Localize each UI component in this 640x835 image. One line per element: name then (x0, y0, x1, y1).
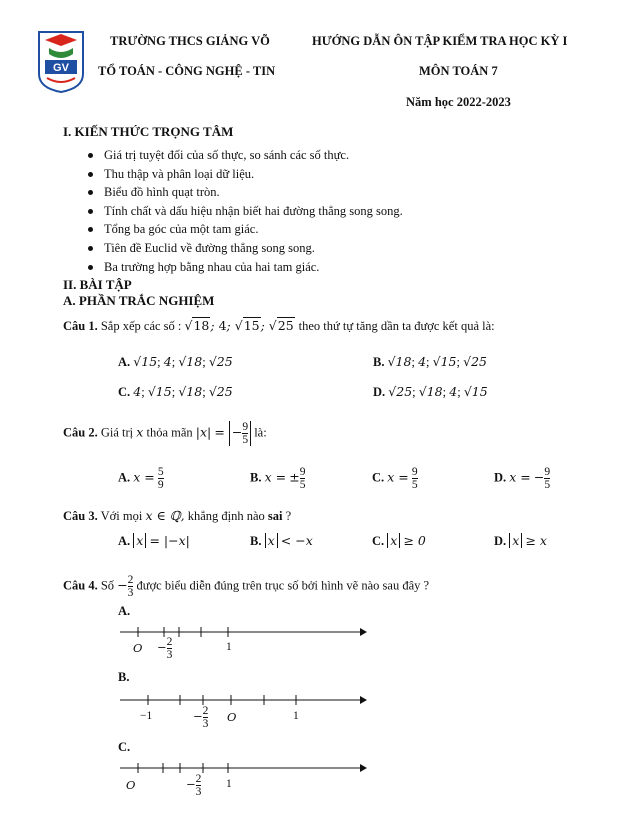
q3-option-b[interactable]: B. x < −x (250, 533, 313, 548)
number-line-a (118, 622, 368, 642)
list-item: Thu thập và phân loại dữ liệu. (88, 165, 403, 184)
question-label: Câu 1. (63, 319, 98, 333)
origin-label: O (126, 778, 136, 792)
list-item: Tính chất và dấu hiệu nhận biết hai đường thẳng song song. (88, 202, 403, 221)
list-item: Ba trường hợp bằng nhau của hai tam giác. (88, 258, 403, 277)
subject-title: MÔN TOÁN 7 (419, 64, 498, 78)
question-text-end: theo thứ tự tăng dần ta được kết quả là: (298, 319, 495, 333)
q1-option-b[interactable]: B. √18; 4; √15; √25 (373, 354, 487, 369)
one-label: 1 (226, 778, 232, 790)
one-label: 1 (226, 641, 232, 653)
q4-figure-c-label[interactable]: C. (118, 740, 131, 754)
question-label: Câu 2. (63, 425, 98, 440)
q4-figure-a-label[interactable]: A. (118, 604, 131, 618)
q1-option-c[interactable]: C. 4; √15; √18; √25 (118, 384, 233, 399)
minus-one-label: −1 (140, 710, 153, 722)
department-name: TỔ TOÁN - CÔNG NGHỆ - TIN (98, 64, 276, 78)
question-1 (63, 318, 495, 334)
number-line-b (118, 690, 368, 710)
origin-label: O (133, 641, 143, 655)
question-text: Sắp xếp các số : (100, 319, 182, 333)
q1-option-d[interactable]: D. √25; √18; 4; √15 (373, 384, 488, 399)
school-name: TRƯỜNG THCS GIẢNG VÕ (110, 34, 270, 48)
question-label: Câu 3. (63, 509, 98, 523)
section-2a-title: A. PHẦN TRẮC NGHIỆM (63, 293, 215, 308)
section-2-title: II. BÀI TẬP (63, 277, 132, 292)
question-2: Câu 2. Giá trị x thỏa mãn |x| = − $\frac{9}{5}$ là: (63, 421, 267, 446)
question-4: Câu 4. Số − $\frac{2}{3}$ được biểu diễn đúng trên trục số bởi hình vẽ nào sau đây ? (63, 574, 430, 599)
q2-option-c[interactable]: C. x = $\frac{9}{5}$ (372, 466, 418, 491)
one-label: 1 (293, 710, 299, 722)
origin-label: O (227, 710, 237, 724)
question-3: Câu 3. Với mọi x ∈ ℚ, khẳng định nào sai ? (63, 508, 292, 523)
document-title: HƯỚNG DẪN ÔN TẬP KIỂM TRA HỌC KỲ I (312, 34, 568, 48)
list-item: Biểu đồ hình quạt tròn. (88, 183, 403, 202)
school-logo-icon (37, 30, 85, 94)
q1-option-a[interactable]: A. √15; 4; √18; √25 (118, 354, 233, 369)
number-line-c (118, 758, 368, 778)
sqrt-expression: √18; 4; √15; √25 (184, 318, 294, 333)
q2-option-b[interactable]: B. x = ± $\frac{9}{5}$ (250, 466, 306, 491)
school-logo (37, 30, 85, 94)
list-item: Giá trị tuyệt đối của số thực, so sánh các số thực. (88, 146, 403, 165)
school-year: Năm học 2022-2023 (406, 95, 511, 109)
q3-option-c[interactable]: C. x ≥ 0 (372, 533, 426, 548)
q3-option-a[interactable]: A. x = |−x| (118, 533, 190, 548)
q2-option-a[interactable]: A. x = $\frac{5}{9}$ (118, 466, 164, 491)
question-label: Câu 4. (63, 578, 98, 593)
fraction-label: − $\frac{2}{3}$ (157, 636, 173, 661)
list-item: Tiên đề Euclid về đường thẳng song song. (88, 239, 403, 258)
list-item: Tổng ba góc của một tam giác. (88, 220, 403, 239)
q4-figure-b-label[interactable]: B. (118, 670, 130, 684)
fraction-label: − $\frac{2}{3}$ (193, 705, 209, 730)
q2-option-d[interactable]: D. x = − $\frac{9}{5}$ (494, 466, 551, 491)
key-knowledge-list (88, 146, 403, 276)
section-1-title: I. KIẾN THỨC TRỌNG TÂM (63, 124, 234, 139)
q3-option-d[interactable]: D. x ≥ x (494, 533, 547, 548)
logo-text: GV (53, 62, 69, 74)
fraction-label: − $\frac{2}{3}$ (186, 773, 202, 798)
